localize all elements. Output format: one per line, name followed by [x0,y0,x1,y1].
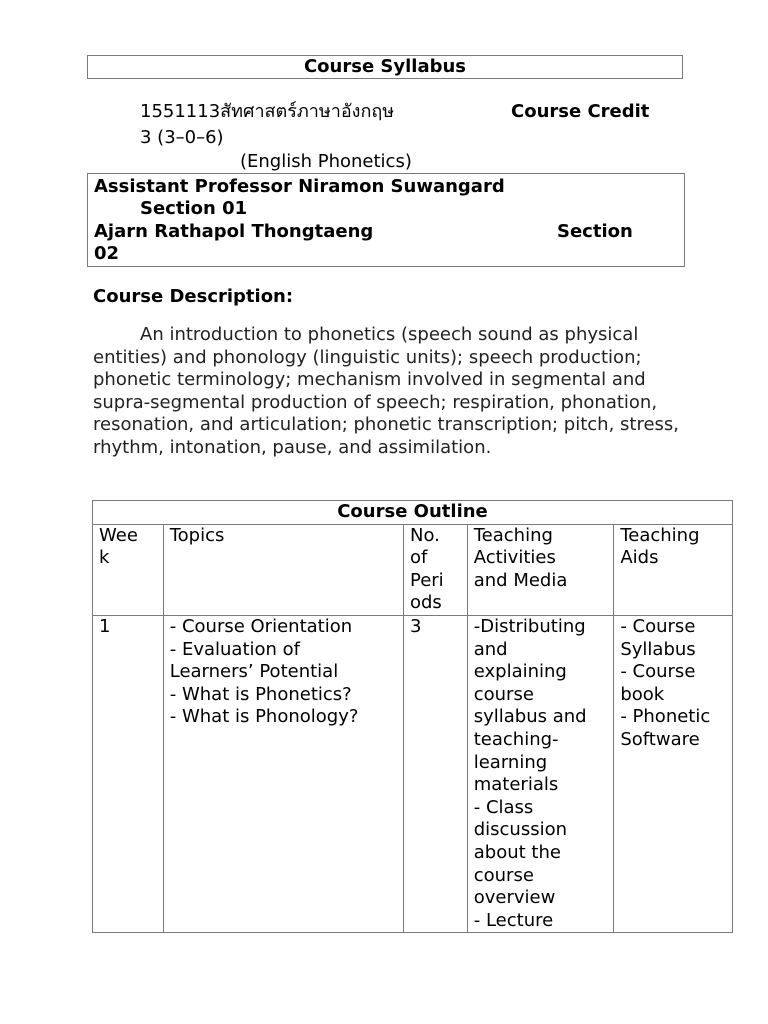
cell-periods: 3 [403,615,467,932]
activity-line: explaining [473,661,567,683]
header-aids-line: Aids [620,547,659,569]
outline-caption: Course Outline [93,501,733,525]
header-activities-line: Teaching [473,524,553,546]
course-description-body: An introduction to phonetics (speech sound as physical entities) and phonology (linguistic units); speech production; phonetic terminology; mechanism involved in segmental and supra-segmental production of speech; respiration, phonation, resonation, and articulation; phonetic transcription; pitch, stress, rhythm, intonation, pause, and assimilation. [93,324,680,458]
topic-line: - What is Phonetics? [169,683,352,705]
cell-activities [467,615,614,932]
instructor-2-section-number: 02 [94,243,120,264]
activity-line: -Distributing [473,615,586,637]
header-periods [403,524,467,615]
course-code-name: 1551113สัทศาสตร์ภาษาอังกฤษ [140,101,395,122]
header-aids-line: Teaching [620,524,700,546]
instructor-2-name: Ajarn Rathapol Thongtaeng [94,221,374,242]
aid-line: book [620,683,665,705]
instructor-1-name: Assistant Professor Niramon Suwangard [94,176,505,197]
activity-line: and [473,638,508,660]
header-activities-line: Activities [473,547,556,569]
header-periods-line: ods [409,592,442,614]
course-credit-label: Course Credit [511,101,650,122]
header-periods-line: Peri [409,569,444,591]
activity-line: teaching- [473,728,559,750]
cell-topics [163,615,403,932]
outline-header-row [93,524,733,615]
header-topics [163,524,403,615]
activity-line: overview [473,887,556,909]
activity-line: syllabus and [473,706,587,728]
header-aids [614,524,733,615]
aid-line: - Course [620,615,696,637]
cell-week: 1 [93,615,164,932]
activity-line: - Lecture [473,909,554,931]
header-periods-line: of [409,547,428,569]
header-week-line: k [99,547,110,569]
header-topics-line: Topics [169,524,225,546]
header-activities [467,524,614,615]
aid-line: - Course [620,661,696,683]
header-week-line: Wee [99,524,138,546]
cell-aids [614,615,733,932]
aid-line: - Phonetic [620,706,711,728]
topic-line: - What is Phonology? [169,706,359,728]
aid-line: Software [620,728,700,750]
course-credit-value: 3 (3–0–6) [140,127,224,148]
topic-line: Learners’ Potential [169,661,339,683]
outline-caption-row [93,501,733,525]
activity-line: materials [473,774,559,796]
activity-line: about the [473,841,561,863]
topic-line: - Course Orientation [169,615,353,637]
activity-line: course [473,683,534,705]
activity-line: - Class [473,796,534,818]
instructor-box [87,173,685,267]
activity-line: learning [473,751,548,773]
syllabus-title: Course Syllabus [87,55,683,79]
course-english-name: (English Phonetics) [240,151,412,172]
topic-line: - Evaluation of [169,638,300,660]
table-row [93,615,733,932]
course-outline-table [92,500,733,933]
header-periods-line: No. [409,524,440,546]
header-activities-line: and Media [473,569,568,591]
instructor-1-section: Section 01 [140,198,248,219]
instructor-2-section-label: Section [557,221,633,242]
aid-line: Syllabus [620,638,696,660]
activity-line: discussion [473,819,568,841]
course-description-heading: Course Description: [93,286,294,307]
header-week [93,524,164,615]
activity-line: course [473,864,534,886]
